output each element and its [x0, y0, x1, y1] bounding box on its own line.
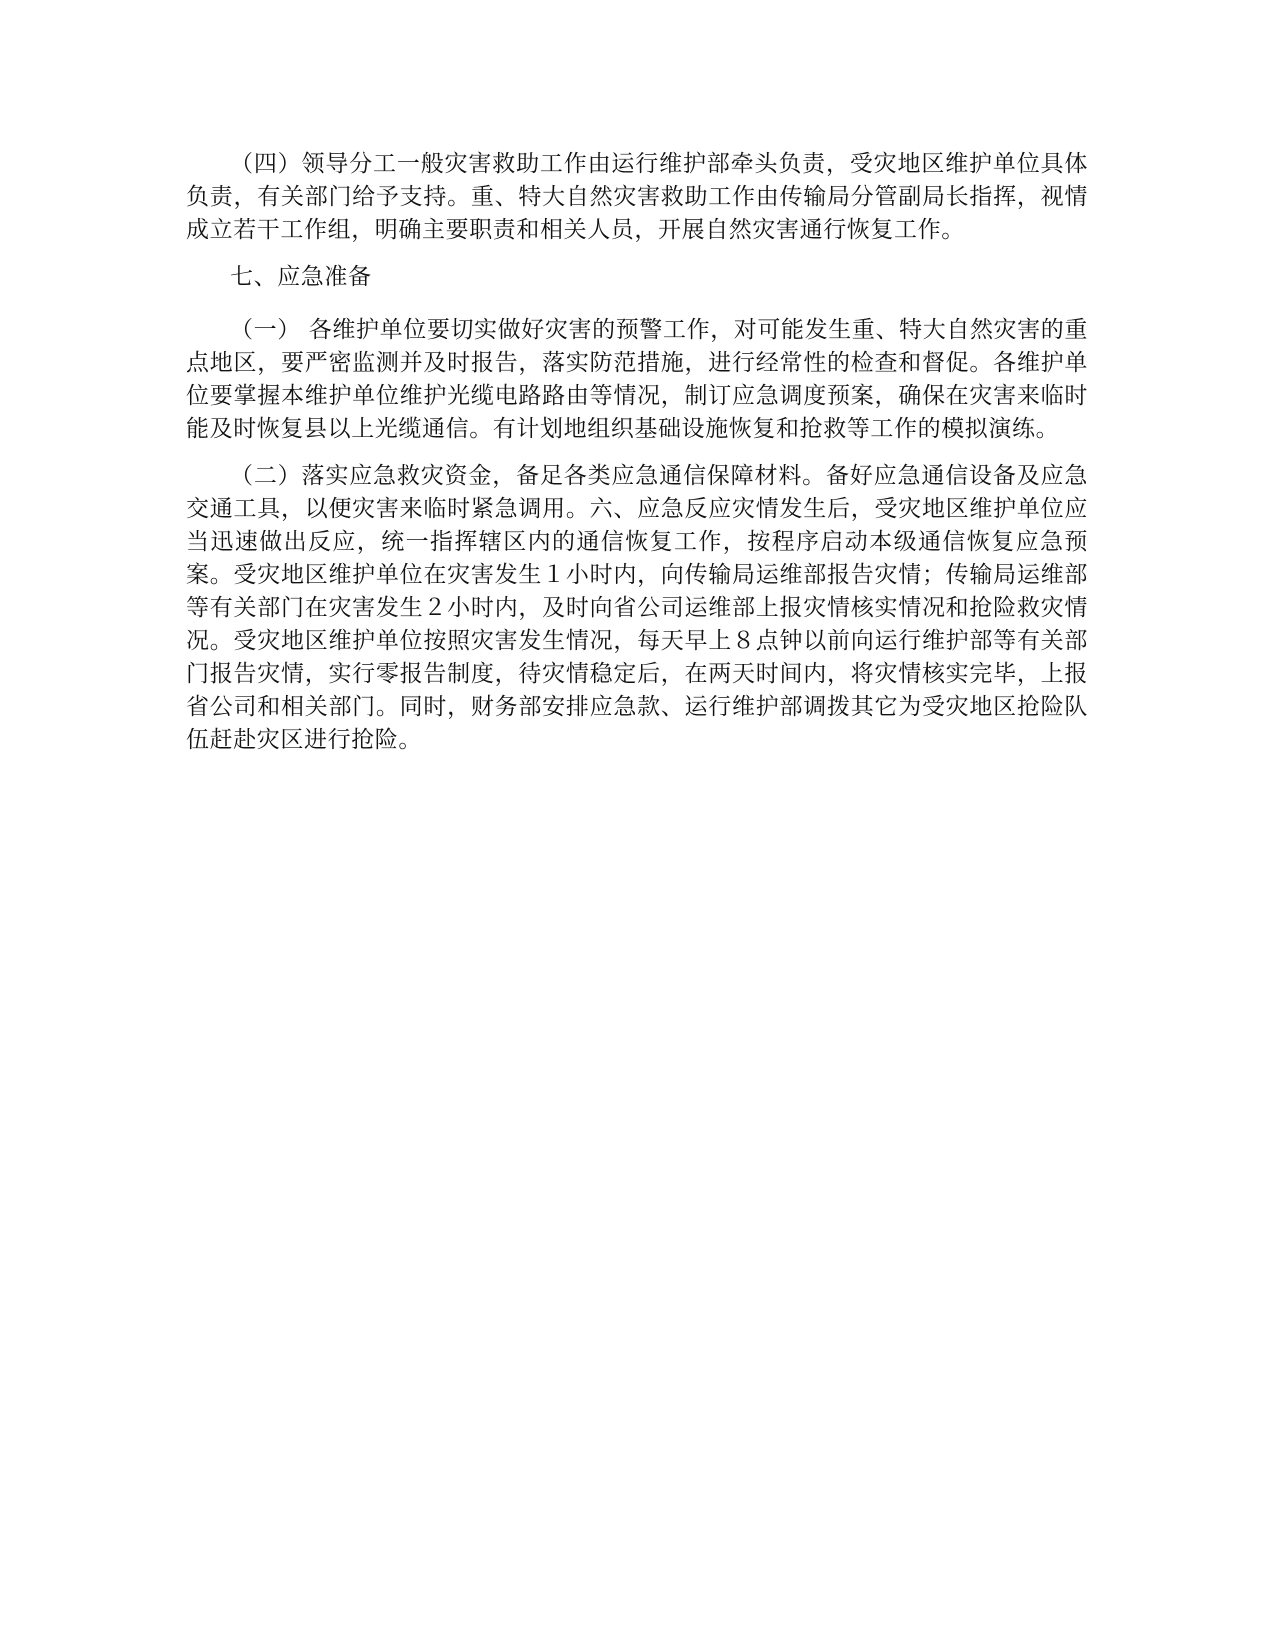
- document-body: [186, 148, 1088, 771]
- paragraph-leadership-division: （四）领导分工一般灾害救助工作由运行维护部牵头负责，受灾地区维护单位具体负责，有关部门给予支持。重、特大自然灾害救助工作由传输局分管副局长指挥，视情成立若干工作组，明确主要职责和相关人员，开展自然灾害通行恢复工作。: [186, 151, 1088, 243]
- section-heading-emergency-preparation: 七、应急准备: [230, 264, 372, 290]
- paragraph-early-warning: （一） 各维护单位要切实做好灾害的预警工作，对可能发生重、特大自然灾害的重点地区，要严密监测并及时报告，落实防范措施，进行经常性的检查和督促。各维护单位要掌握本维护单位维护光缆电路路由等情况，制订应急调度预案，确保在灾害来临时能及时恢复县以上光缆通信。有计划地组织基础设施恢复和抢救等工作的模拟演练。: [186, 317, 1088, 442]
- paragraph-emergency-funds: （二）落实应急救灾资金，备足各类应急通信保障材料。备好应急通信设备及应急 交通工具，以便灾害来临时紧急调用。六、应急反应灾情发生后，受灾地区维护单位应当迅速做出反应，统一指挥辖区内的通信恢复工作，按程序启动本级通信恢复应急预案。受灾地区维护单位在灾害发生１小时内，向传输局运维部报告灾情；传输局运维部等有关部门在灾害发生２小时内，及时向省公司运维部上报灾情核实情况和抢险救灾情况。受灾地区维护单位按照灾害发生情况，每天早上８点钟以前向运行维护部等有关部门报告灾情，实行零报告制度，待灾情稳定后，在两天时间内，将灾情核实完毕，上报省公司和相关部门。同时，财务部安排应急款、运行维护部调拨其它为受灾地区抢险队伍赶赴灾区进行抢险。: [186, 463, 1088, 753]
